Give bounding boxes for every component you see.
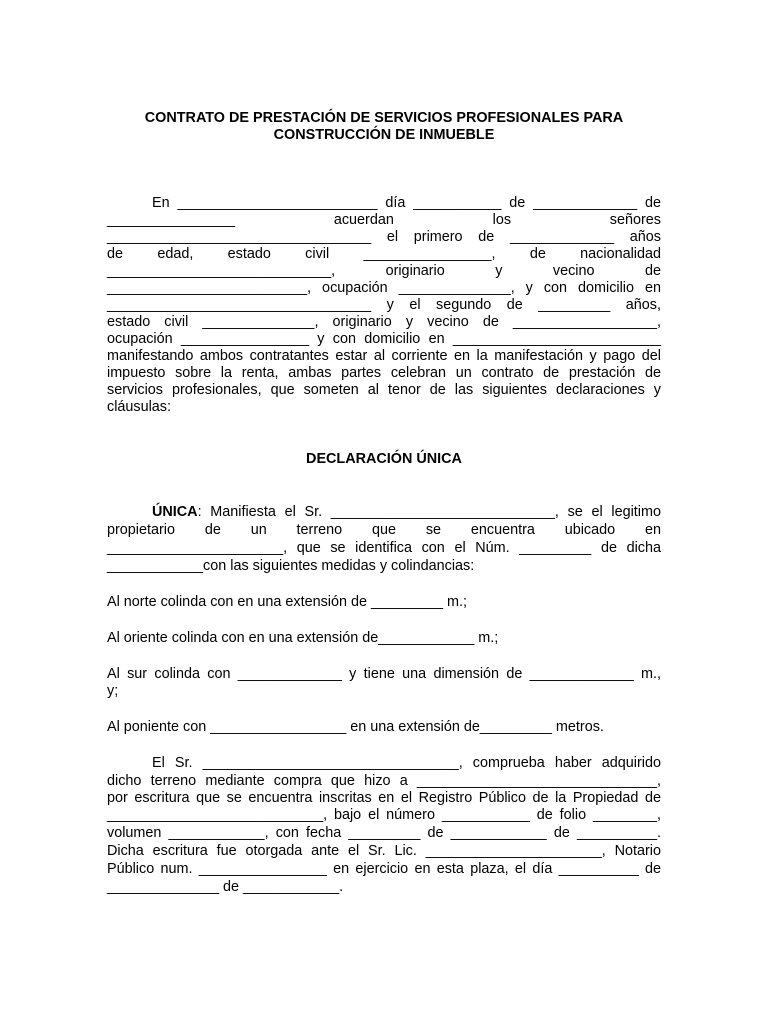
intro-line: ________________ acuerdan los señores xyxy=(107,212,661,228)
unica-text: : Manifiesta el Sr. ____________________________, se el legitimo xyxy=(197,504,661,520)
unica-line xyxy=(152,504,661,521)
unica-line: propietario de un terreno que se encuentra ubicado en xyxy=(107,522,661,538)
final-line: Público num. ________________ en ejercicio en esta plaza, el día __________ de xyxy=(107,861,661,877)
oriente-line: Al oriente colinda con en una extensión de____________ m.; xyxy=(107,630,499,646)
sur-line: Al sur colinda con _____________ y tiene una dimensión de _____________ m., xyxy=(107,666,661,682)
final-line: volumen ____________, con fecha _________ de ____________ de __________. xyxy=(107,825,661,841)
intro-line: _________________________________ el primero de _____________ años xyxy=(107,229,661,245)
unica-line: ____________con las siguientes medidas y colindancias: xyxy=(107,558,475,574)
declaration-heading: DECLARACIÓN ÚNICA xyxy=(306,451,462,467)
intro-line: servicios profesionales, que someten al tenor de las siguientes declaraciones y xyxy=(107,382,661,398)
intro-line: _________________________________ y el segundo de _________ años, xyxy=(107,297,661,313)
final-line: El Sr. ________________________________, comprueba haber adquirido xyxy=(152,755,661,771)
intro-line: manifestando ambos contratantes estar al corriente en la manifestación y pago del xyxy=(107,348,661,364)
unica-line: ______________________, que se identifica con el Núm. _________ de dicha xyxy=(107,540,661,556)
sur-line: y; xyxy=(107,683,119,699)
norte-line: Al norte colinda con en una extensión de _________ m.; xyxy=(107,594,468,610)
intro-line: cláusulas: xyxy=(107,399,171,415)
intro-line: estado civil ______________, originario y vecino de __________________, xyxy=(107,314,661,330)
final-line: dicho terreno mediante compra que hizo a ______________________________, xyxy=(107,773,661,789)
intro-line: _________________________, ocupación ______________, y con domicilio en xyxy=(107,280,661,296)
intro-line: de edad, estado civil ________________, de nacionalidad xyxy=(107,246,661,262)
title-line-1: CONTRATO DE PRESTACIÓN DE SERVICIOS PROFESIONALES PARA xyxy=(144,110,624,126)
final-line: ___________________________, bajo el número ___________ de folio ________, xyxy=(107,807,661,823)
intro-line: ocupación ________________ y con domicilio en __________________________ xyxy=(107,331,661,347)
final-line: por escritura que se encuentra inscritas en el Registro Público de la Propiedad de xyxy=(107,790,661,806)
poniente-line: Al poniente con _________________ en una extensión de_________ metros. xyxy=(107,719,604,735)
unica-label: ÚNICA xyxy=(152,504,198,520)
final-line: ______________ de ____________. xyxy=(107,879,344,895)
intro-line: ____________________________, originario y vecino de xyxy=(107,263,661,279)
document-title xyxy=(107,110,661,144)
final-line: Dicha escritura fue otorgada ante el Sr. Lic. ______________________, Notario xyxy=(107,843,661,859)
title-line-2: CONSTRUCCIÓN DE INMUEBLE xyxy=(273,127,495,143)
intro-line: impuesto sobre la renta, ambas partes celebran un contrato de prestación de xyxy=(107,365,661,381)
intro-line: En _________________________ día ___________ de _____________ de xyxy=(152,195,661,211)
